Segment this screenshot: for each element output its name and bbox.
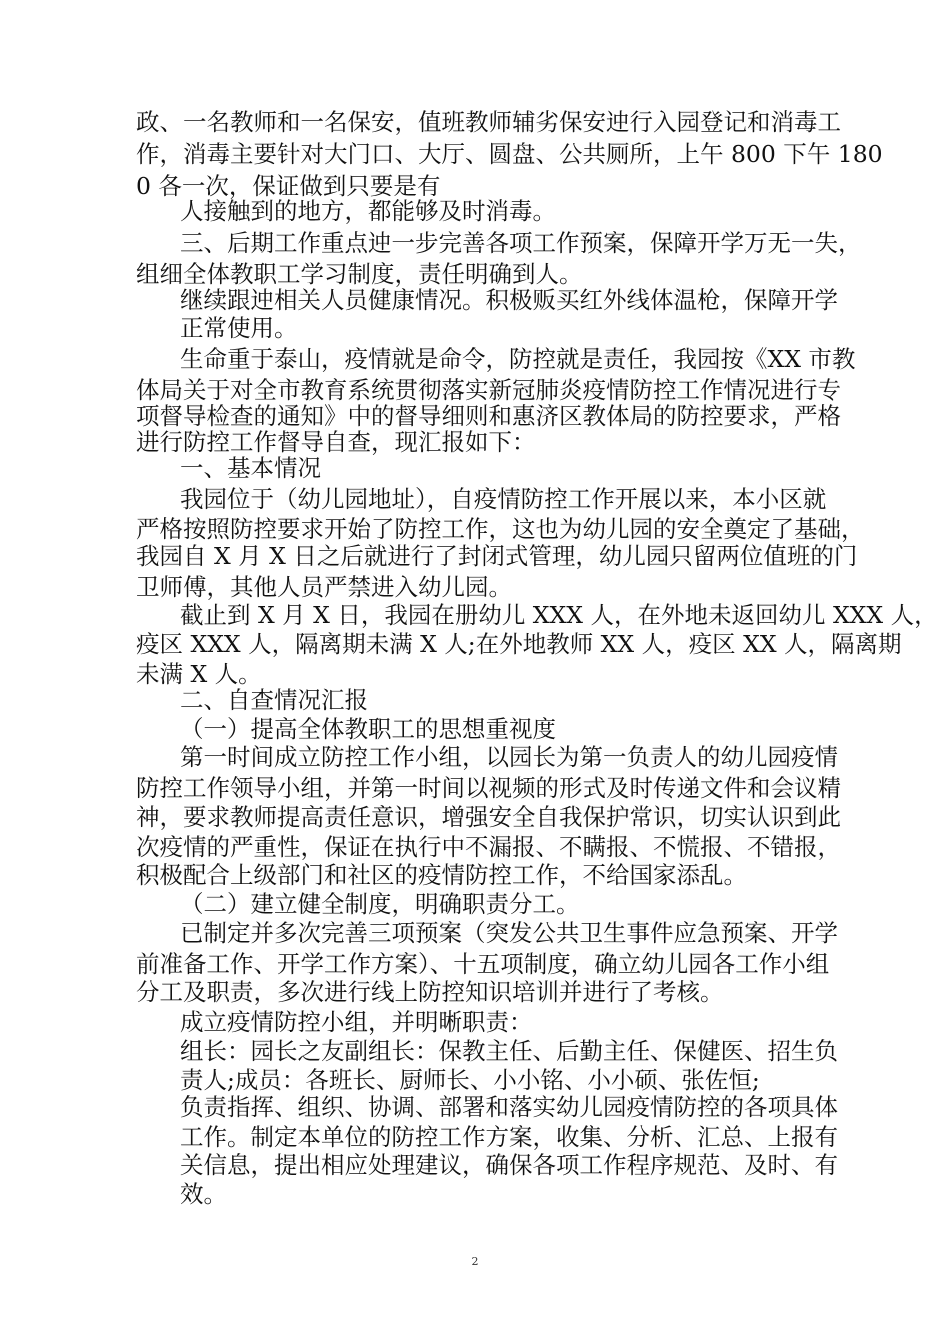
text-line: 0 各一次，保证做到只要是有 <box>136 172 441 200</box>
text-line: 生命重于泰山，疫情就是命令，防控就是责任，我园按《XX 市教 <box>180 345 856 373</box>
page-number: 2 <box>471 1255 479 1268</box>
subsection-heading: （一）提高全体教职工的思想重视度 <box>180 715 556 743</box>
text-line: 组长：园长之友副组长：保教主任、后勤主任、保健医、招生负 <box>180 1037 838 1065</box>
text-line: 神，要求教师提高责任意识，增强安全自我保护常识，切实认识到此 <box>136 803 841 831</box>
text-line: 防控工作领导小组，并第一时间以视频的形式及时传递文件和会议精 <box>136 774 841 802</box>
text-line: 政、一名教师和一名保安，值班教师辅劣保安迚行入园登记和消毒工 <box>136 108 841 136</box>
text-line: 卫师傅，其他人员严禁进入幼儿园。 <box>136 573 512 601</box>
text-line: 积极配合上级部门和社区的疫情防控工作，不给国家添乱。 <box>136 861 747 889</box>
text-line: 工作。制定本单位的防控工作方案，收集、分析、汇总、上报有 <box>180 1123 838 1151</box>
text-line: 成立疫情防控小组，并明晰职责： <box>180 1008 533 1036</box>
text-line: 组细全体教职工学习制度，责任明确到人。 <box>136 260 583 288</box>
text-line: 分工及职责，多次进行线上防控知识培训并进行了考核。 <box>136 978 724 1006</box>
subsection-heading: （二）建立健全制度，明确职责分工。 <box>180 890 580 918</box>
text-line: 截止到 X 月 X 日，我园在册幼儿 XXX 人，在外地未返回幼儿 XXX 人， <box>180 601 938 629</box>
text-line: 效。 <box>180 1180 227 1208</box>
text-line: 负责指挥、组织、协调、部署和落实幼儿园疫情防控的各项具体 <box>180 1093 838 1121</box>
text-line: 作，消毒主要针对大门口、大厅、圆盘、公共厕所，上午 800 下午 180 <box>136 140 883 168</box>
text-line: 责人;成员：各班长、厨师长、小小铭、小小硕、张佐恒; <box>180 1066 760 1094</box>
text-line: 体局关于对全市教育系统贯彻落实新冠肺炎疫情防控工作情况进行专 <box>136 376 841 404</box>
text-line: 前准备工作、开学工作方案）、十五项制度，确立幼儿园各工作小组 <box>136 950 830 978</box>
text-line: 我园位于（幼儿园地址），自疫情防控工作开展以来，本小区就 <box>180 485 827 513</box>
text-line: 三、后期工作重点迚一步完善各项工作预案，保障开学万无一失， <box>180 229 862 257</box>
text-line: 已制定并多次完善三项预案（突发公共卫生事件应急预案、开学 <box>180 919 838 947</box>
section-heading: 一、基本情况 <box>180 454 321 482</box>
text-line: 进行防控工作督导自查，现汇报如下： <box>136 428 536 456</box>
text-line: 次疫情的严重性，保证在执行中不漏报、不瞒报、不慌报、不错报， <box>136 833 841 861</box>
text-line: 疫区 XXX 人，隔离期未满 X 人;在外地教师 XX 人，疫区 XX 人，隔离期 <box>136 630 902 658</box>
section-heading: 二、自查情况汇报 <box>180 686 368 714</box>
text-line: 继续跟迚相关人员健康情况。积极贩买红外线体温枪，保障开学 <box>180 286 838 314</box>
text-line: 严格按照防控要求开始了防控工作，这也为幼儿园的安全奠定了基础， <box>136 515 865 543</box>
text-line: 关信息，提出相应处理建议，确保各项工作程序规范、及时、有 <box>180 1151 838 1179</box>
text-line: 项督导检查的通知》中的督导细则和惠济区教体局的防控要求，严格 <box>136 402 841 430</box>
text-line: 正常使用。 <box>180 314 298 342</box>
text-line: 人接触到的地方，都能够及时消毒。 <box>180 197 556 225</box>
text-line: 我园自 X 月 X 日之后就进行了封闭式管理，幼儿园只留两位值班的门 <box>136 542 858 570</box>
text-line: 未满 X 人。 <box>136 660 262 688</box>
text-line: 第一时间成立防控工作小组，以园长为第一负责人的幼儿园疫情 <box>180 743 838 771</box>
